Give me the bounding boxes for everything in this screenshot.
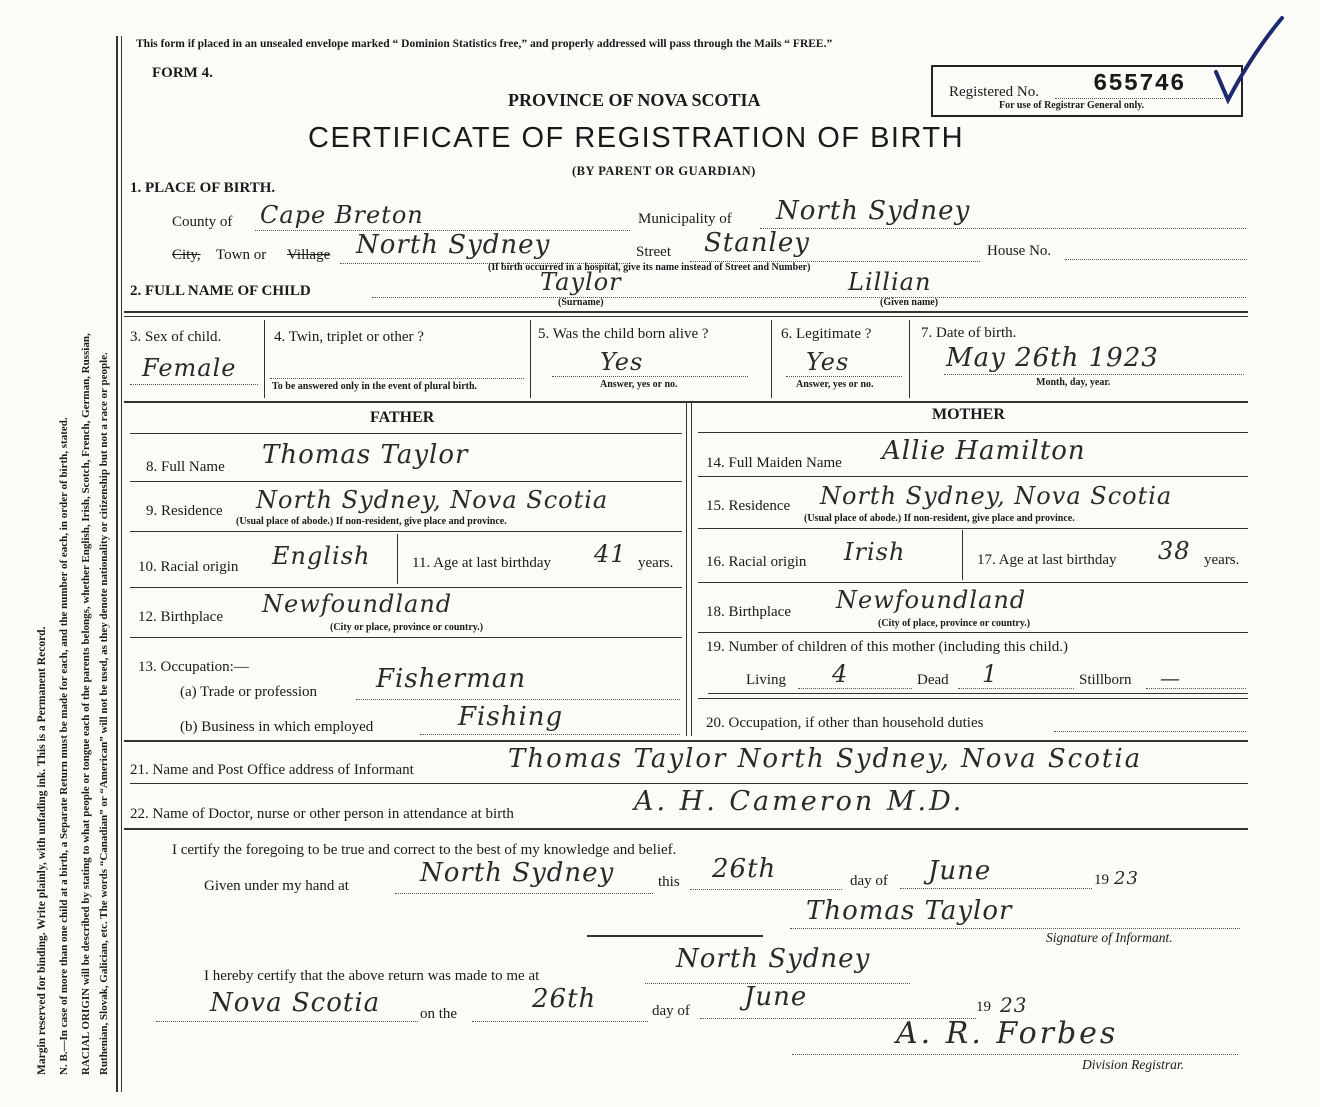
street-label: Street — [636, 244, 671, 260]
day-of-label: day of — [850, 873, 888, 889]
father-age-unit: years. — [638, 555, 674, 571]
father-business-label: (b) Business in which employed — [180, 719, 374, 735]
house-no-label: House No. — [987, 243, 1052, 259]
doctor-label: 22. Name of Doctor, nurse or other person in attendance at birth — [130, 806, 514, 822]
birth-date-label: 7. Date of birth. — [921, 325, 1017, 341]
village-label: Village — [287, 247, 331, 263]
mother-age-label: 17. Age at last birthday — [977, 552, 1117, 568]
registration-day-of-label: day of — [652, 1003, 690, 1019]
mother-age-value: 38 — [1158, 537, 1191, 565]
registrar-statement: I hereby certify that the above return was made to me at — [204, 968, 540, 984]
registration-province-value: Nova Scotia — [210, 988, 381, 1018]
mother-residence-label: 15. Residence — [706, 498, 791, 514]
informant-value: Thomas Taylor North Sydney, Nova Scotia — [508, 744, 1143, 774]
registration-place-value: North Sydney — [676, 944, 871, 974]
certify-statement: I certify the foregoing to be true and correct to the best of my knowledge and belief. — [172, 842, 677, 858]
registration-year-value: 23 — [1000, 993, 1028, 1017]
town-label: Town or — [216, 247, 267, 263]
county-value: Cape Breton — [260, 201, 424, 229]
given-day-value: 26th — [712, 854, 777, 884]
given-name-note: (Given name) — [880, 297, 939, 308]
town-value: North Sydney — [356, 230, 551, 260]
margin-note-nationality: Ruthenian, Slovak, Galician, etc. The words “Canadian” or “American” will not be used, as they denote nationality or citizenship but not a race or people. — [98, 352, 110, 1075]
informant-signature-label: Signature of Informant. — [1046, 930, 1173, 945]
registered-number: 655746 — [1093, 71, 1186, 98]
given-place-value: North Sydney — [420, 858, 615, 888]
city-label: City, — [172, 247, 201, 263]
sex-label: 3. Sex of child. — [130, 329, 222, 345]
doctor-value: A. H. Cameron M.D. — [634, 786, 965, 817]
mail-notice: This form if placed in an unsealed envelope marked “ Dominion Statistics free,” and properly addressed will pass through the Mails “ FREE.” — [136, 38, 833, 50]
left-border-inner — [121, 36, 122, 1092]
mother-birthplace-value: Newfoundland — [836, 586, 1027, 614]
surname-note: (Surname) — [558, 297, 604, 308]
mother-name-value: Allie Hamilton — [882, 436, 1086, 466]
mother-residence-note: (Usual place of abode.) If non-resident, give place and province. — [804, 513, 1075, 524]
mother-race-label: 16. Racial origin — [706, 554, 807, 570]
registration-day-value: 26th — [532, 984, 597, 1014]
mother-occupation-label: 20. Occupation, if other than household duties — [706, 715, 984, 731]
dead-value: 1 — [982, 660, 999, 688]
mother-birthplace-note: (City of place, province or country.) — [878, 618, 1031, 629]
father-birthplace-value: Newfoundland — [262, 590, 453, 618]
born-alive-label: 5. Was the child born alive ? — [538, 326, 709, 342]
legitimate-value: Yes — [806, 348, 850, 376]
given-under-hand-label: Given under my hand at — [204, 878, 349, 894]
given-year-prefix: 19 — [1094, 872, 1109, 888]
sex-value: Female — [142, 354, 237, 382]
left-border — [116, 36, 118, 1092]
father-business-value: Fishing — [458, 702, 564, 732]
registered-box — [931, 65, 1243, 117]
father-residence-value: North Sydney, Nova Scotia — [256, 486, 609, 514]
informant-signature: Thomas Taylor — [806, 896, 1013, 926]
born-alive-note: Answer, yes or no. — [600, 379, 678, 390]
municipality-value: North Sydney — [776, 196, 971, 226]
father-birthplace-note: (City or place, province or country.) — [330, 622, 484, 633]
birth-date-value: May 26th 1923 — [946, 343, 1159, 373]
division-registrar-label: Division Registrar. — [1082, 1057, 1185, 1072]
province-heading: PROVINCE OF NOVA SCOTIA — [508, 90, 761, 110]
children-count-label: 19. Number of children of this mother (including this child.) — [706, 639, 1069, 655]
hospital-note: (If birth occurred in a hospital, give its name instead of Street and Number) — [488, 262, 811, 273]
registered-label: Registered No. — [949, 84, 1039, 100]
stillborn-value: — — [1160, 666, 1181, 690]
born-alive-value: Yes — [600, 348, 644, 376]
this-label: this — [658, 874, 680, 890]
father-birthplace-label: 12. Birthplace — [138, 609, 223, 625]
form-number: FORM 4. — [152, 65, 213, 81]
mother-name-label: 14. Full Maiden Name — [706, 455, 842, 471]
given-year-value: 23 — [1114, 868, 1139, 889]
father-occupation-label: 13. Occupation:— — [138, 659, 249, 675]
given-month-value: June — [928, 856, 992, 886]
father-race-value: English — [272, 542, 371, 570]
birth-date-note: Month, day, year. — [1036, 377, 1111, 388]
margin-note-multiple-births: N. B.—In case of more than one child at a birth, a Separate Return must be made for each, and the number of each, in order of birth, stated. — [58, 417, 70, 1075]
father-age-value: 41 — [594, 540, 627, 568]
mother-residence-value: North Sydney, Nova Scotia — [820, 482, 1173, 510]
twin-label: 4. Twin, triplet or other ? — [274, 329, 424, 345]
informant-label: 21. Name and Post Office address of Informant — [130, 762, 414, 778]
legitimate-note: Answer, yes or no. — [796, 379, 874, 390]
stillborn-label: Stillborn — [1079, 672, 1132, 688]
registrar-signature: A. R. Forbes — [896, 1016, 1119, 1051]
registration-year-prefix: 19 — [976, 999, 991, 1015]
father-name-label: 8. Full Name — [146, 459, 225, 475]
father-trade-value: Fisherman — [376, 664, 527, 694]
father-residence-label: 9. Residence — [146, 503, 223, 519]
father-name-value: Thomas Taylor — [262, 440, 469, 470]
legitimate-label: 6. Legitimate ? — [781, 326, 872, 342]
living-label: Living — [746, 672, 786, 688]
checkmark-icon — [1212, 14, 1286, 106]
certificate-subtitle: (BY PARENT OR GUARDIAN) — [572, 164, 756, 178]
child-given-name: Lillian — [848, 268, 932, 296]
municipality-label: Municipality of — [638, 211, 732, 227]
mother-race-value: Irish — [844, 538, 906, 566]
registration-month-value: June — [744, 982, 808, 1012]
certificate-title: CERTIFICATE OF REGISTRATION OF BIRTH — [308, 122, 965, 154]
county-label: County of — [172, 214, 233, 230]
father-race-label: 10. Racial origin — [138, 559, 239, 575]
mother-birthplace-label: 18. Birthplace — [706, 604, 791, 620]
father-residence-note: (Usual place of abode.) If non-resident, give place and province. — [236, 516, 507, 527]
father-trade-label: (a) Trade or profession — [180, 684, 318, 700]
registered-note: For use of Registrar General only. — [999, 100, 1145, 111]
street-value: Stanley — [704, 228, 810, 258]
living-value: 4 — [832, 660, 849, 688]
dead-label: Dead — [917, 672, 949, 688]
margin-note-binding: Margin reserved for binding. Write plainly, with unfading ink. This is a Permanent Record. — [36, 626, 48, 1075]
on-the-label: on the — [420, 1006, 458, 1022]
mother-age-unit: years. — [1204, 552, 1240, 568]
twin-note: To be answered only in the event of plural birth. — [272, 381, 478, 392]
father-heading: FATHER — [370, 409, 435, 426]
father-age-label: 11. Age at last birthday — [412, 555, 551, 571]
child-name-label: 2. FULL NAME OF CHILD — [130, 283, 311, 299]
margin-note-racial-origin: RACIAL ORIGIN will be described by stating to what people or tongue each of the parents belongs, whether English, Irish, Scotch, French, German, Russian, — [80, 333, 92, 1075]
child-surname: Taylor — [540, 268, 622, 296]
place-of-birth-heading: 1. PLACE OF BIRTH. — [130, 180, 276, 196]
mother-heading: MOTHER — [932, 406, 1005, 423]
